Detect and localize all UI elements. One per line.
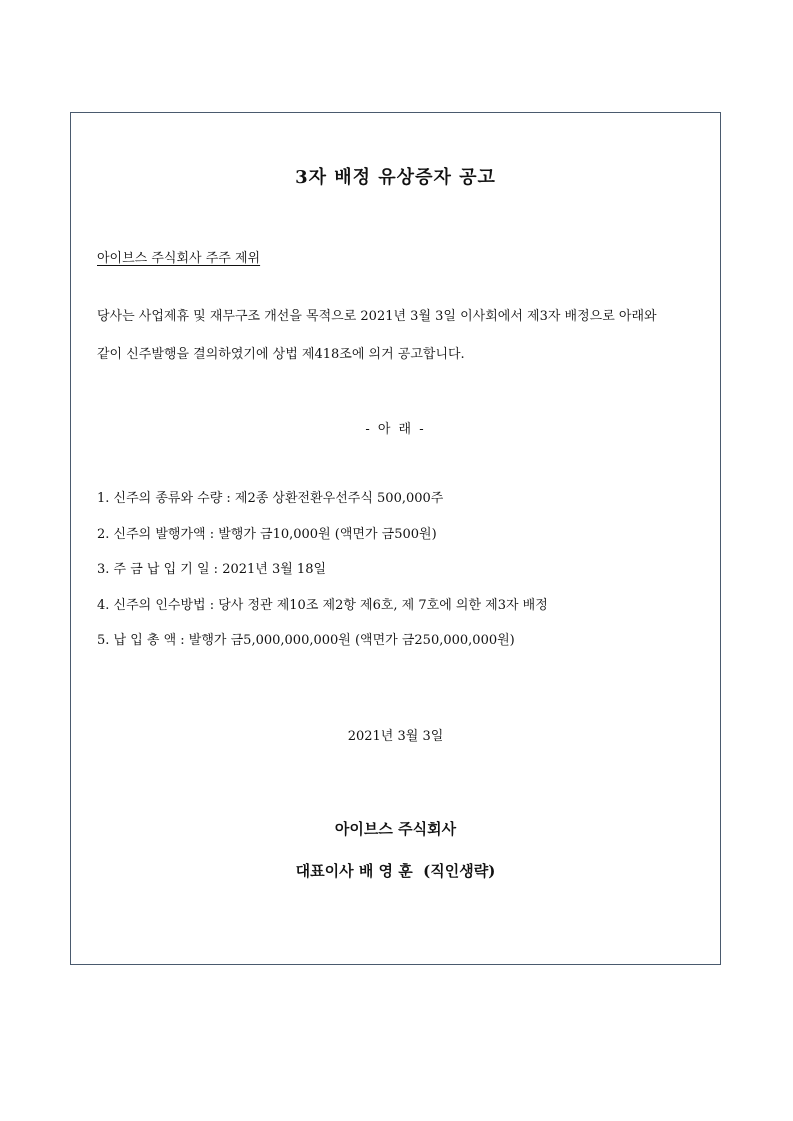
list-item: 3. 주 금 납 입 기 일 : 2021년 3월 18일 — [97, 562, 327, 577]
notice-title: 3자 배정 유상증자 공고 — [295, 167, 496, 188]
body-line: 당사는 사업제휴 및 재무구조 개선을 목적으로 2021년 3월 3일 이사회에서 제3자 배정으로 아래와 — [97, 309, 657, 324]
list-item: 4. 신주의 인수방법 : 당사 정관 제10조 제2항 제6호, 제 7호에 의한 제3자 배정 — [97, 597, 548, 613]
section-heading: - 아 래 - — [365, 422, 426, 437]
body-line: 같이 신주발행을 결의하였기에 상법 제418조에 의거 공고합니다. — [97, 347, 465, 362]
body-paragraph — [97, 307, 702, 383]
addressee: 아이브스 주식회사 주주 제위 — [97, 251, 261, 266]
terms-list — [97, 489, 702, 667]
list-item: 1. 신주의 종류와 수량 : 제2종 상환전환우선주식 500,000주 — [97, 491, 444, 506]
list-item: 2. 신주의 발행가액 : 발행가 금10,000원 (액면가 금500원) — [97, 526, 437, 542]
list-item: 5. 납 입 총 액 : 발행가 금5,000,000,000원 (액면가 금250,000,000원) — [97, 633, 515, 648]
company-name: 아이브스 주식회사 — [334, 820, 457, 838]
notice-frame — [70, 112, 721, 965]
representative-signature: 대표이사 배 영 훈 (직인생략) — [295, 862, 496, 880]
notice-date: 2021년 3월 3일 — [347, 729, 444, 744]
